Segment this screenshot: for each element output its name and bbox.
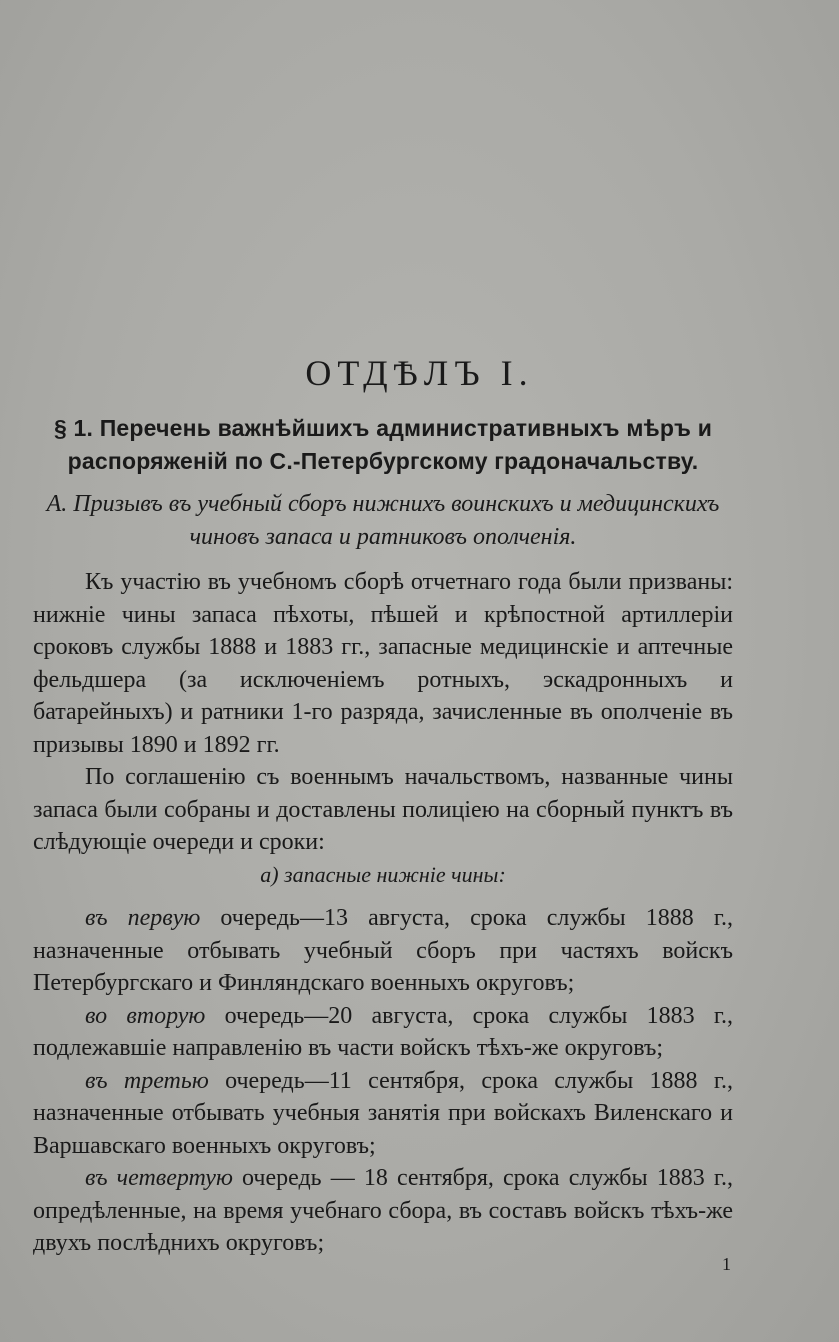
queue-ordinal: въ четвертую: [85, 1165, 233, 1191]
queue-item: [33, 1162, 733, 1260]
queue-text: очередь — 18 сентября, срока службы 1883 г., опредѣленные, на время учебнаго сбора, въ составъ войскъ тѣхъ-же двухъ послѣднихъ округовъ;: [33, 1165, 733, 1256]
queue-text: очередь—11 сентября, срока службы 1888 г., назначенные отбывать учебныя занятія при войскахъ Виленскаго и Варшавскаго военныхъ округовъ;: [33, 1067, 734, 1159]
queue-text: очередь—20 августа, срока службы 1883 г., подлежавшіе направленію въ части войскъ тѣхъ-же округовъ;: [33, 1002, 733, 1061]
list-heading: а) запасные нижніе чины:: [260, 862, 506, 887]
queue-text: очередь—13 августа, срока службы 1888 г., назначенные отбывать учебный сборъ при частяхъ войскъ Петербургскаго и Финляндскаго военныхъ округовъ;: [33, 905, 733, 996]
queue-ordinal: въ первую: [85, 905, 201, 931]
subsection-title: А. Призывъ въ учебный сборъ нижнихъ воинскихъ и медицинскихъ чиновъ запаса и ратниковъ ополченія.: [46, 491, 720, 550]
queue-ordinal: въ третью: [85, 1067, 209, 1094]
paragraph-agreement: По соглашенію съ военнымъ начальствомъ, названные чины запаса были собраны и доставлены полиціею на сборный пунктъ въ слѣдующіе очереди и сроки:: [33, 764, 733, 855]
queue-item: [33, 1065, 733, 1163]
page-number: 1: [722, 1254, 731, 1274]
paragraph-participation: Къ участію въ учебномъ сборѣ отчетнаго года были призваны: нижніе чины запаса пѣхоты, пѣшей и крѣпостной артиллеріи сроковъ службы 1888 и 1883 гг., запасные медицинскіе и аптечные фельдшера (за исключеніемъ ротныхъ, эскадронныхъ и батарейныхъ) и ратники 1-го разряда, зачисленные въ ополченіе въ призывы 1890 и 1892 гг.: [33, 569, 733, 758]
queue-list: [33, 902, 733, 1260]
section-title: § 1. Перечень важнѣйшихъ административныхъ мѣръ и распоряженій по С.-Петербургскому градоначальству.: [53, 415, 713, 474]
queue-item: [33, 902, 733, 1000]
chapter-heading: ОТДѢЛЪ I.: [305, 353, 534, 393]
queue-item: [33, 1000, 733, 1065]
queue-ordinal: во вторую: [85, 1002, 206, 1029]
intro-text: [33, 566, 733, 859]
